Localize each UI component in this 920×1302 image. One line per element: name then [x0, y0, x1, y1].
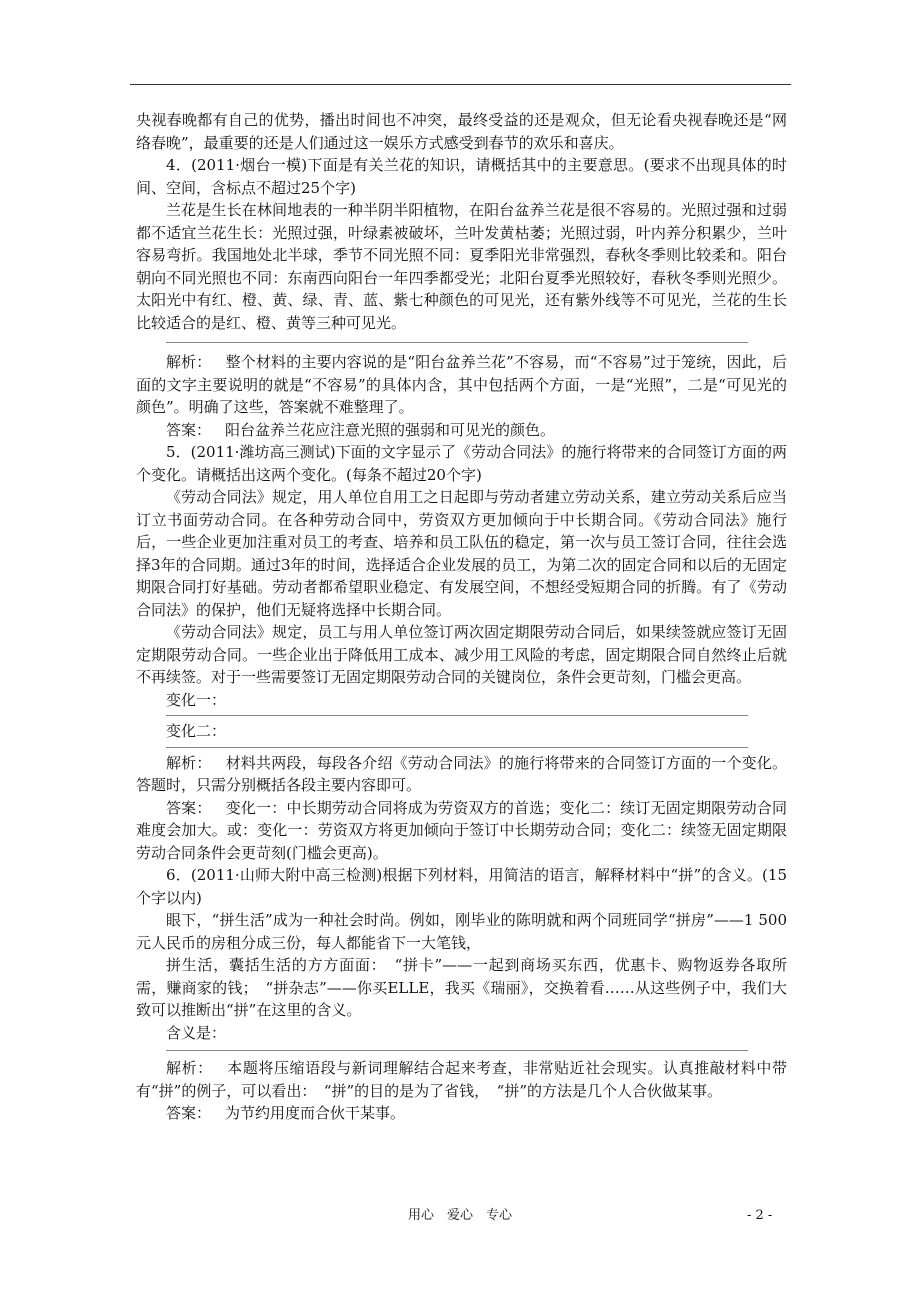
answer-blank-change-one: [166, 715, 748, 716]
question-5-material-1: 《劳动合同法》规定，用人单位自用工之日起即与劳动者建立劳动关系，建立劳动关系后应当订立书面劳动合同。在各种劳动合同中，劳资双方更加倾向于中长期合同。《劳动合同法》施行后，一些企业更加注重对员工的考查、培养和员工队伍的稳定，第一次与员工签订合同，往往会选择3年的合同期。通过3年的时间，选择适合企业发展的员工，为第二次的固定合同和以后的无固定期限合同打好基础。劳动者都希望职业稳定、有发展空间，不想经受短期合同的折腾。有了《劳动合同法》的保护，他们无疑将选择中长期合同。: [136, 488, 787, 619]
question-6-material-2: 拼生活，囊括生活的方方面面： “拼卡”——一起到商场买东西，优惠卡、购物返券各取所需，赚商家的钱； “拼杂志”——你买ELLE，我买《瑞丽》，交换着看……从这些例子中，我们大致可以推断出“拼”在这里的含义。: [136, 956, 787, 1019]
paragraph-continuation: 央视春晚都有自己的优势，播出时间也不冲突，最终受益的还是观众，但无论看央视春晚还是“网络春晚”，最重要的还是人们通过这一娱乐方式感受到春节的欢乐和喜庆。: [136, 111, 787, 152]
answer-text: 为节约用度而合伙干某事。: [225, 1104, 406, 1122]
answer-label: 答案：: [166, 798, 212, 817]
question-4-answer: [136, 419, 787, 442]
document-body: [136, 109, 787, 1125]
answer-blank-q4: [166, 342, 748, 343]
answer-text: 变化一：中长期劳动合同将成为劳资双方的首选；变化二：续订无固定期限劳动合同难度会加大。或：变化一：劳资双方将更加倾向于签订中长期劳动合同；变化二：续签无固定期限劳动合同条件会更苛刻(门槛会更高)。: [136, 798, 787, 862]
meaning-label: 含义是：: [166, 1023, 227, 1042]
question-5-analysis: [136, 752, 787, 797]
footer-motto: 用心 爱心 专心: [407, 1208, 512, 1223]
answer-blank-q6: [166, 1050, 748, 1051]
question-5-answer: [136, 797, 787, 865]
analysis-text: 整个材料的主要内容说的是“阳台盆养兰花”不容易，而“不容易”过于笼统，因此，后面的文字主要说明的就是“不容易”的具体内含，其中包括两个方面，一是“光照”，二是“可见光的颜色”。明确了这些，答案就不难整理了。: [136, 353, 787, 416]
question-4-analysis: [136, 351, 787, 419]
page-number: - 2 -: [747, 1208, 773, 1223]
header-rule: [130, 84, 791, 85]
analysis-text: 本题将压缩语段与新词理解结合起来考查，非常贴近社会现实。认真推敲材料中带有“拼”的例子，可以看出： “拼”的目的是为了省钱， “拼”的方法是几个人合伙做某事。: [136, 1059, 787, 1100]
answer-label: 答案：: [166, 420, 212, 439]
question-4: 4．(2011·烟台一模)下面是有关兰花的知识，请概括其中的主要意思。(要求不出现具体的时间、空间，含标点不超过25个字): [136, 156, 787, 197]
question-6-answer: [136, 1102, 787, 1125]
question-6-analysis: [136, 1057, 787, 1102]
question-6: 6．(2011·山师大附中高三检测)根据下列材料，用简洁的语言，解释材料中“拼”的含义。(15个字以内): [136, 866, 787, 907]
answer-label: 答案：: [166, 1104, 212, 1122]
change-one-label: 变化一：: [166, 690, 227, 709]
question-4-material: 兰花是生长在林间地表的一种半阴半阳植物，在阳台盆养兰花是很不容易的。光照过强和过弱都不适宜兰花生长：光照过强，叶绿素被破坏，兰叶发黄枯萎；光照过弱，叶内养分积累少，兰叶容易弯折。我国地处北半球，季节不同光照不同：夏季阳光非常强烈，春秋冬季则比较柔和。阳台朝向不同光照也不同：东南西向阳台一年四季都受光；北阳台夏季光照较好，春秋冬季则光照少。太阳光中有红、橙、黄、绿、青、蓝、紫七种颜色的可见光，还有紫外线等不可见光，兰花的生长比较适合的是红、橙、黄等三种可见光。: [136, 201, 787, 332]
answer-text: 阳台盆养兰花应注意光照的强弱和可见光的颜色。: [225, 420, 556, 439]
question-5: 5．(2011·潍坊高三测试)下面的文字显示了《劳动合同法》的施行将带来的合同签订方面的两个变化。请概括出这两个变化。(每条不超过20个字): [136, 443, 787, 484]
analysis-label: 解析：: [166, 1059, 213, 1077]
question-6-material-1: 眼下，“拼生活”成为一种社会时尚。例如，刚毕业的陈明就和两个同班同学“拼房”——1 500元人民币的房租分成三份，每人都能省下一大笔钱，: [136, 911, 787, 952]
question-5-material-2: 《劳动合同法》规定，员工与用人单位签订两次固定期限劳动合同后，如果续签就应签订无固定期限劳动合同。一些企业出于降低用工成本、减少用工风险的考虑，固定期限合同自然终止后就不再续签。对于一些需要签订无固定期限劳动合同的关键岗位，条件会更苛刻，门槛会更高。: [136, 623, 787, 686]
change-two-label: 变化二：: [166, 722, 227, 740]
analysis-label: 解析：: [166, 753, 212, 772]
analysis-text: 材料共两段，每段各介绍《劳动合同法》的施行将带来的合同签订方面的一个变化。答题时，只需分别概括各段主要内容即可。: [136, 753, 787, 794]
analysis-label: 解析：: [166, 353, 212, 371]
answer-blank-change-two: [166, 747, 748, 748]
